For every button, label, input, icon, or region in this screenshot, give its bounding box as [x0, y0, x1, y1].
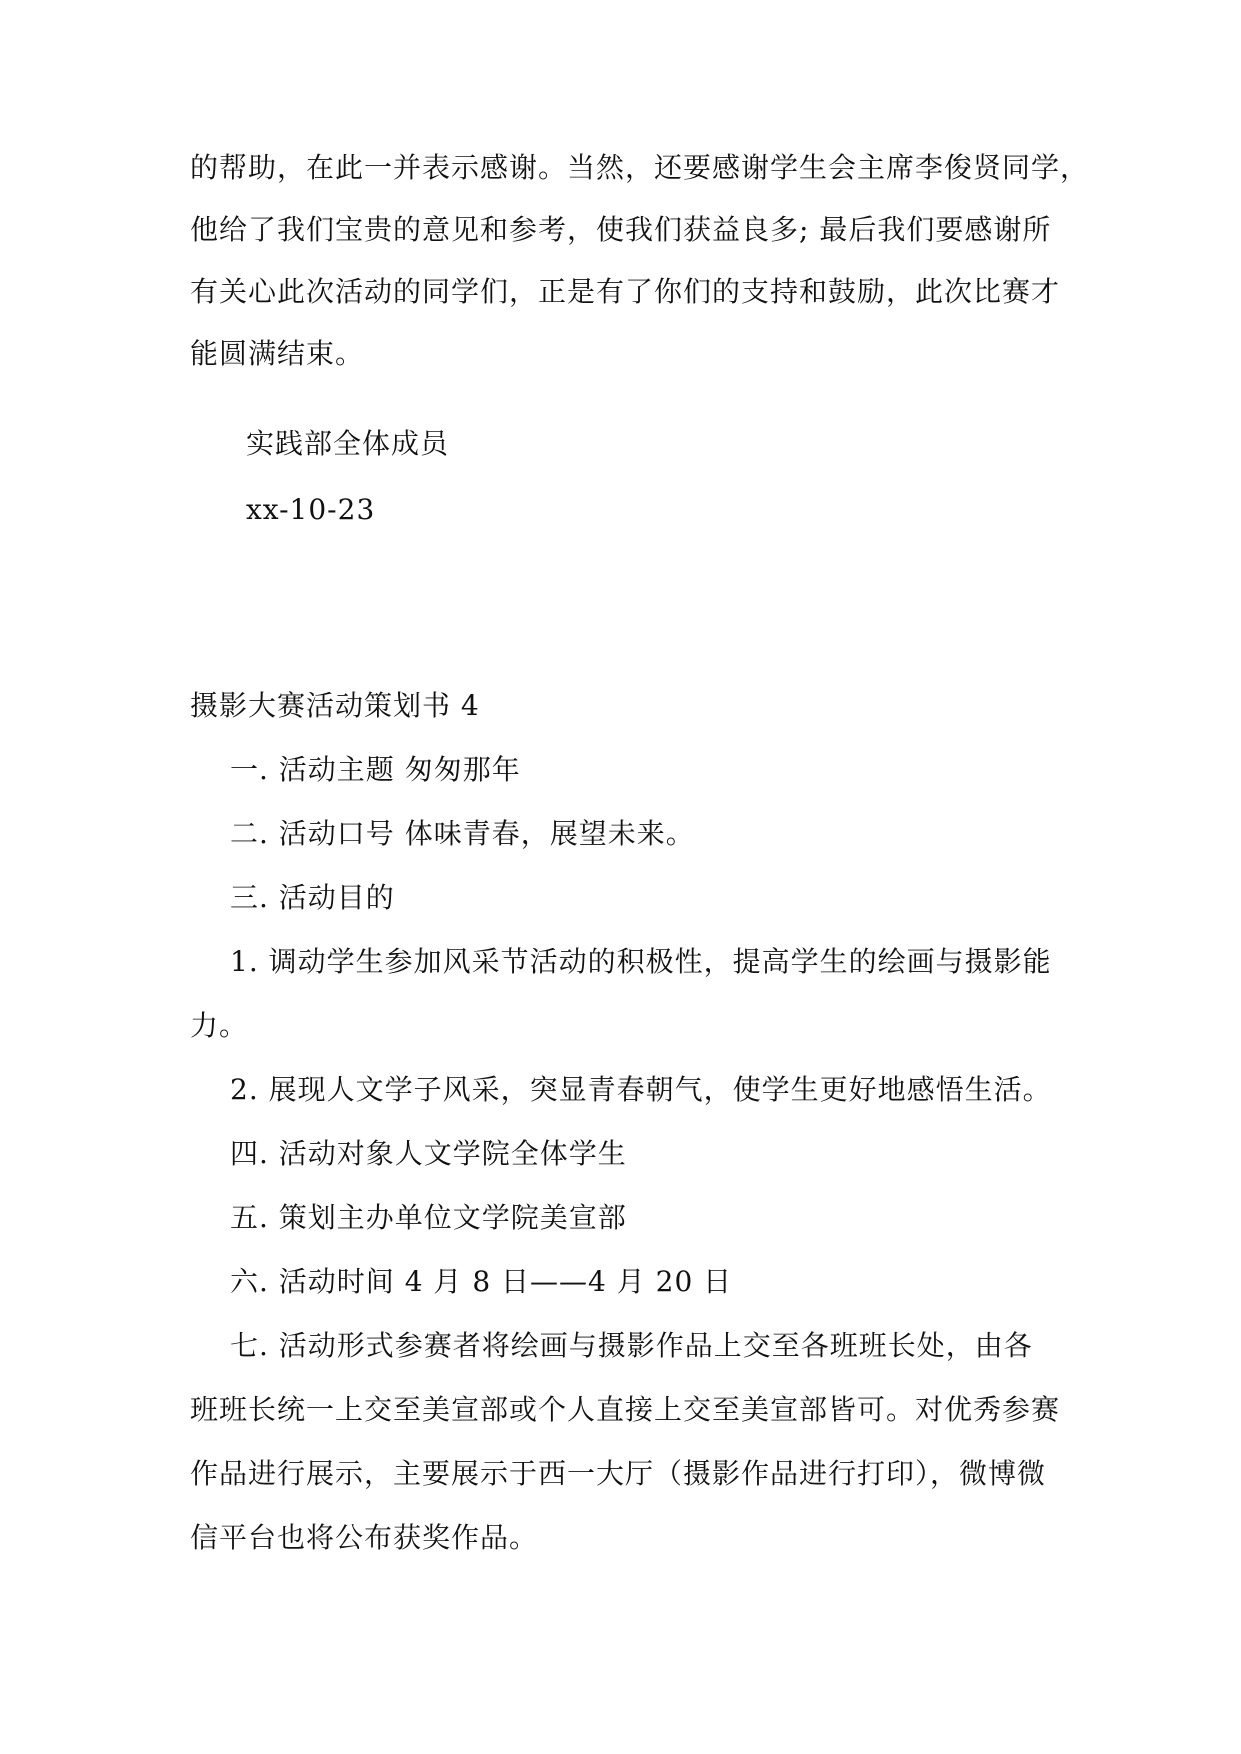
- date: xx-10-23: [246, 493, 376, 526]
- section-audience: 四. 活动对象人文学院全体学生: [230, 1137, 627, 1170]
- section-organizer: 五. 策划主办单位文学院美宣部: [230, 1201, 627, 1234]
- section-format: 七. 活动形式参赛者将绘画与摄影作品上交至各班班长处，由各: [230, 1329, 1033, 1362]
- paragraph-line: 有关心此次活动的同学们，正是有了你们的支持和鼓励，此次比赛才: [190, 275, 1061, 308]
- purpose-item-1-cont: 力。: [190, 1009, 249, 1042]
- section-slogan: 二. 活动口号 体味青春，展望未来。: [230, 817, 695, 850]
- section-format-cont: 作品进行展示，主要展示于西一大厅（摄影作品进行打印），微博微: [190, 1457, 1047, 1490]
- purpose-item-2: 2. 展现人文学子风采，突显青春朝气，使学生更好地感悟生活。: [230, 1073, 1052, 1106]
- section-format-cont: 信平台也将公布获奖作品。: [190, 1521, 539, 1554]
- paragraph-line: 的帮助，在此一并表示感谢。当然，还要感谢学生会主席李俊贤同学，: [190, 151, 1090, 184]
- section-format-cont: 班班长统一上交至美宣部或个人直接上交至美宣部皆可。对优秀参赛: [190, 1393, 1061, 1426]
- signature: 实践部全体成员: [246, 427, 450, 460]
- section-purpose: 三. 活动目的: [230, 881, 395, 914]
- paragraph-line: 能圆满结束。: [190, 337, 365, 370]
- section-time: 六. 活动时间 4 月 8 日——4 月 20 日: [230, 1265, 733, 1298]
- purpose-item-1: 1. 调动学生参加风采节活动的积极性，提高学生的绘画与摄影能: [230, 945, 1052, 978]
- paragraph-line: 他给了我们宝贵的意见和参考，使我们获益良多; 最后我们要感谢所: [190, 213, 1052, 246]
- plan-title: 摄影大赛活动策划书 4: [190, 689, 480, 722]
- section-theme: 一. 活动主题 匆匆那年: [230, 753, 521, 786]
